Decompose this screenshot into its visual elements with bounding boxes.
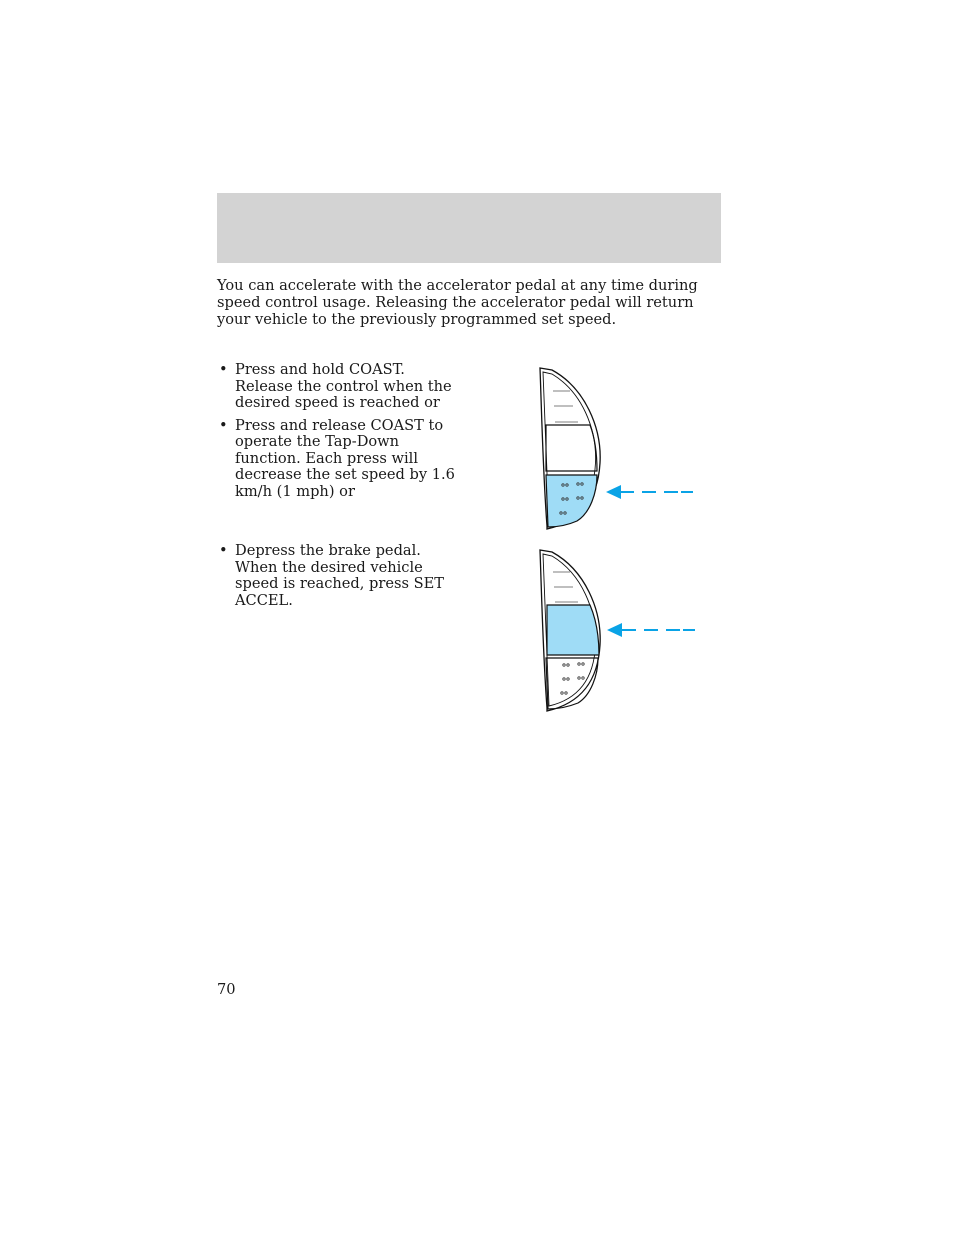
intro-paragraph: You can accelerate with the accelerator pedal at any time during speed control usage. Releasing the accelerator pedal will return your vehicle to the previously programmed set speed. [217, 277, 698, 328]
bullet-icon: • [219, 542, 228, 559]
pointer-arrow-icon [607, 623, 695, 637]
bullet-text: Depress the brake pedal. When the desired vehicle speed is reached, press SET ACCEL. [235, 542, 444, 609]
list-item [217, 543, 467, 609]
set-accel-button-highlight [547, 605, 599, 655]
bullet-icon: • [219, 361, 228, 378]
section-header-bar [217, 193, 721, 263]
page-number: 70 [217, 981, 236, 998]
bullet-text: Press and hold COAST. Release the control when the desired speed is reached or [235, 361, 452, 411]
coast-bullet-list [217, 362, 467, 506]
speed-control-set-accel-illustration [530, 545, 710, 715]
coast-button-highlight [546, 475, 597, 527]
list-item [217, 418, 467, 501]
speed-control-coast-illustration [530, 363, 710, 533]
bullet-text: Press and release COAST to operate the Tap-Down function. Each press will decrease the set speed by 1.6 km/h (1 mph) or [235, 416, 455, 500]
bullet-icon: • [219, 416, 228, 434]
brake-bullet-list [217, 543, 467, 615]
pointer-arrow-icon [606, 485, 693, 499]
list-item [217, 362, 467, 412]
